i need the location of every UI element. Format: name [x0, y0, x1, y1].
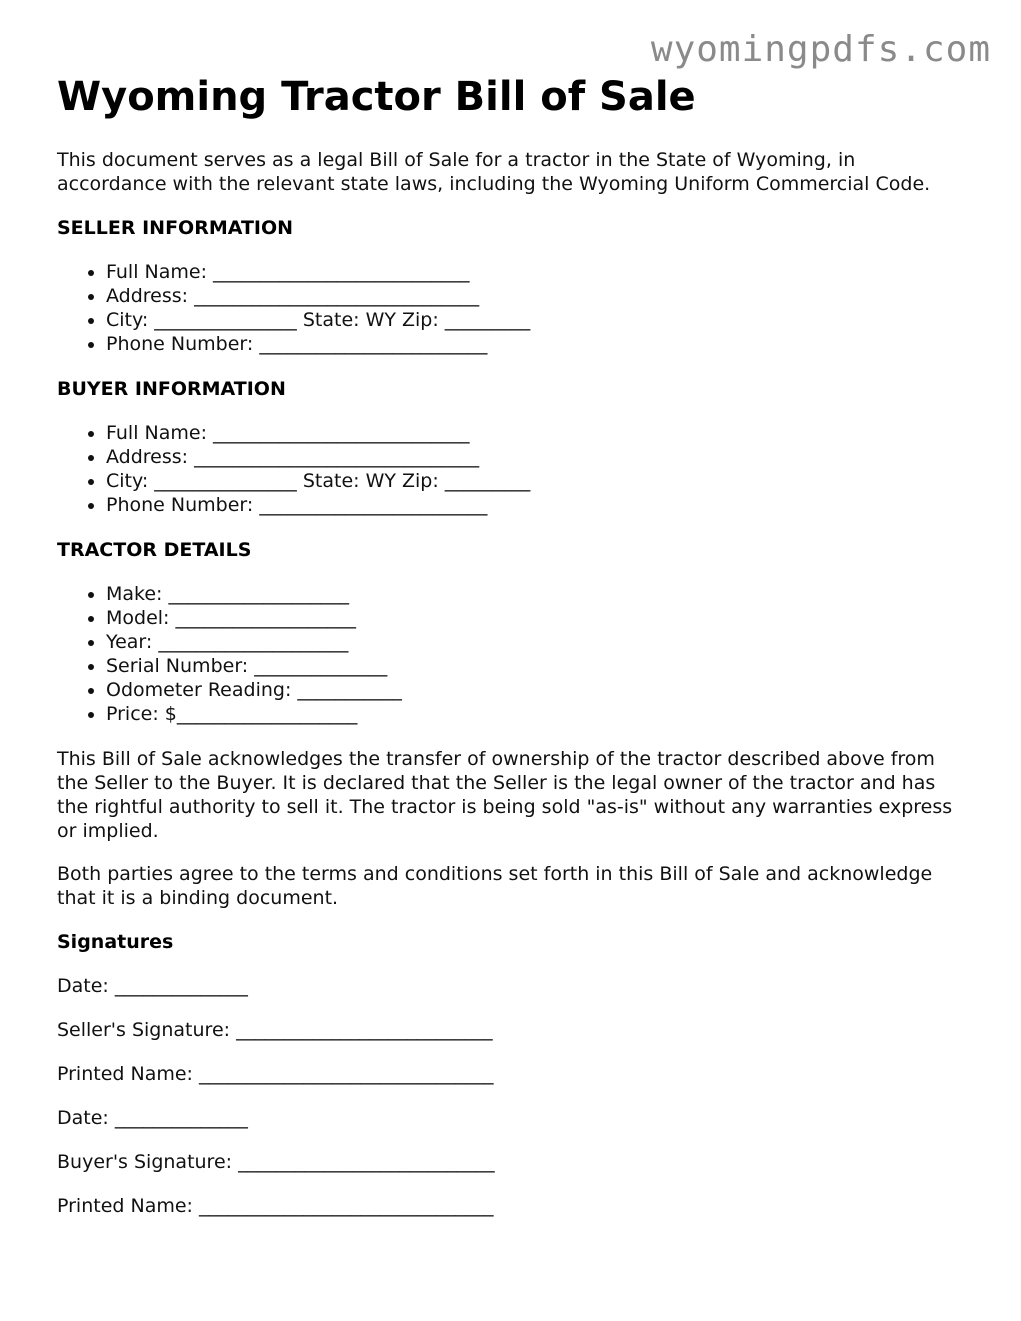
tractor-price-field: • Price: $___________________ [106, 702, 967, 726]
seller-signature-line: Seller's Signature: ___________________________ [57, 1019, 493, 1041]
buyer-full-name-field: • Full Name: ___________________________ [106, 421, 967, 445]
signatures-heading: Signatures [57, 931, 174, 953]
tractor-year-field: • Year: ____________________ [106, 630, 967, 654]
buyer-section-heading: BUYER INFORMATION [57, 378, 286, 400]
buyer-phone-field: • Phone Number: ________________________ [106, 493, 967, 517]
buyer-date-line: Date: ______________ [57, 1107, 248, 1129]
seller-info-list [57, 260, 967, 356]
acknowledgment-paragraph: This Bill of Sale acknowledges the transfer of ownership of the tractor described above from the Seller to the Buyer. It is declared that the Seller is the legal owner of the tractor and has the rightful authority to sell it. The tractor is being sold "as-is" without any warranties express or implied. [57, 748, 953, 842]
buyer-info-list [57, 421, 967, 517]
seller-phone-field: • Phone Number: ________________________ [106, 332, 967, 356]
tractor-make-field: • Make: ___________________ [106, 582, 967, 606]
tractor-section-heading: TRACTOR DETAILS [57, 539, 252, 561]
seller-date-line: Date: ______________ [57, 975, 248, 997]
agreement-paragraph: Both parties agree to the terms and conditions set forth in this Bill of Sale and acknowledge that it is a binding document. [57, 863, 933, 909]
buyer-city-state-zip-field: • City: _______________ State: WY Zip: _________ [106, 469, 967, 493]
seller-full-name-field: • Full Name: ___________________________ [106, 260, 967, 284]
seller-address-field: • Address: ______________________________ [106, 284, 967, 308]
seller-city-state-zip-field: • City: _______________ State: WY Zip: _________ [106, 308, 967, 332]
seller-section-heading: SELLER INFORMATION [57, 217, 294, 239]
tractor-serial-field: • Serial Number: ______________ [106, 654, 967, 678]
buyer-printed-name-line: Printed Name: _______________________________ [57, 1195, 494, 1217]
document-body [57, 74, 967, 1218]
buyer-signature-line: Buyer's Signature: ___________________________ [57, 1151, 495, 1173]
watermark: wyomingpdfs.com [650, 29, 991, 70]
intro-paragraph: This document serves as a legal Bill of Sale for a tractor in the State of Wyoming, in accordance with the relevant state laws, including the Wyoming Uniform Commercial Code. [57, 149, 931, 195]
page-title: Wyoming Tractor Bill of Sale [57, 74, 696, 120]
buyer-address-field: • Address: ______________________________ [106, 445, 967, 469]
tractor-model-field: • Model: ___________________ [106, 606, 967, 630]
tractor-odometer-field: • Odometer Reading: ___________ [106, 678, 967, 702]
tractor-details-list [57, 582, 967, 726]
seller-printed-name-line: Printed Name: _______________________________ [57, 1063, 494, 1085]
